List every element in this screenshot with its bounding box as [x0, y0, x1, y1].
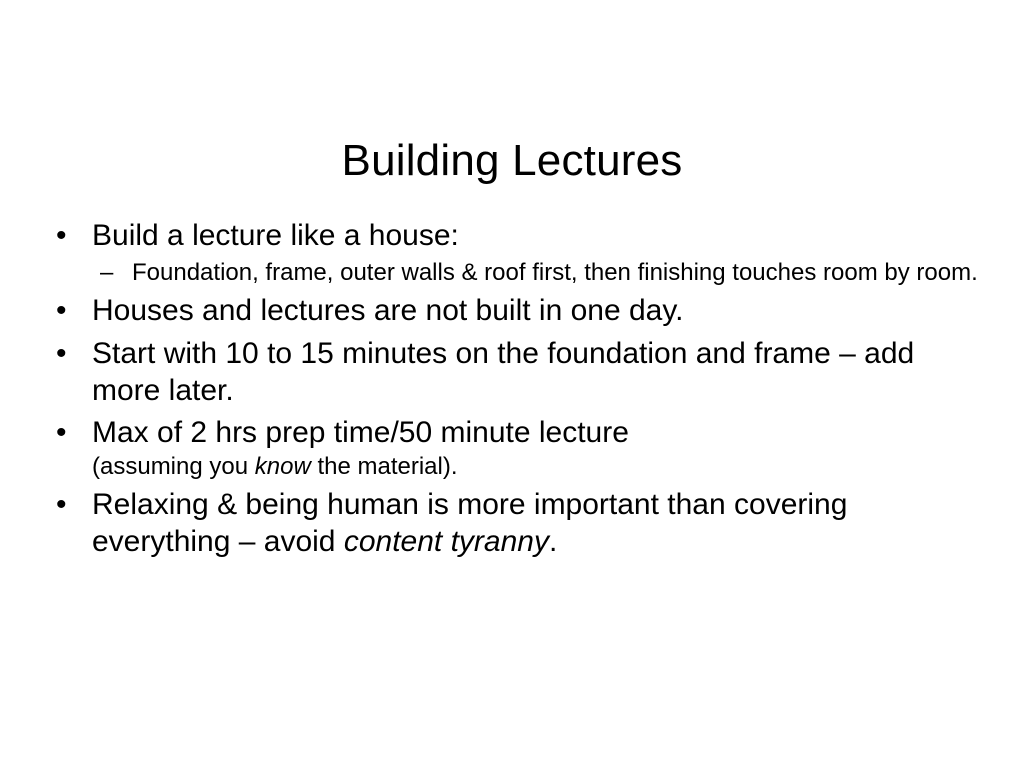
list-item-text: Max of 2 hrs prep time/50 minute lecture	[92, 416, 629, 450]
bullet-marker: –	[100, 258, 114, 286]
bullet-marker: •	[56, 416, 67, 450]
note-emphasis: know	[254, 452, 311, 480]
slide-body	[48, 218, 988, 566]
sub-list-item-text: Foundation, frame, outer walls & roof first, then finishing touches room by room.	[132, 258, 978, 286]
list-item	[48, 293, 988, 330]
bullet-marker: •	[56, 488, 67, 522]
list-item-text: Build a lecture like a house:	[92, 219, 459, 252]
list-item-text-prefix: Relaxing & being human is more important than covering everything – avoid	[92, 488, 848, 558]
page-title: Building Lectures	[341, 136, 683, 186]
list-item-text-suffix: .	[548, 524, 558, 558]
note-prefix: (assuming you	[92, 452, 255, 480]
list-item	[48, 218, 988, 287]
list-item-note	[92, 452, 988, 481]
bullet-list	[48, 218, 988, 560]
list-item	[48, 487, 988, 560]
list-item-text-emphasis: content tyranny	[343, 524, 549, 558]
list-item	[48, 336, 988, 409]
note-suffix: the material).	[310, 452, 458, 480]
list-item	[92, 259, 988, 288]
list-item-text: Houses and lectures are not built in one day.	[92, 294, 684, 328]
list-item-text: Start with 10 to 15 minutes on the foundation and frame – add more later.	[92, 336, 915, 407]
list-item	[48, 415, 988, 481]
sub-bullet-list	[92, 259, 988, 288]
bullet-marker: •	[56, 219, 67, 252]
bullet-marker: •	[56, 336, 67, 370]
bullet-marker: •	[56, 294, 67, 328]
